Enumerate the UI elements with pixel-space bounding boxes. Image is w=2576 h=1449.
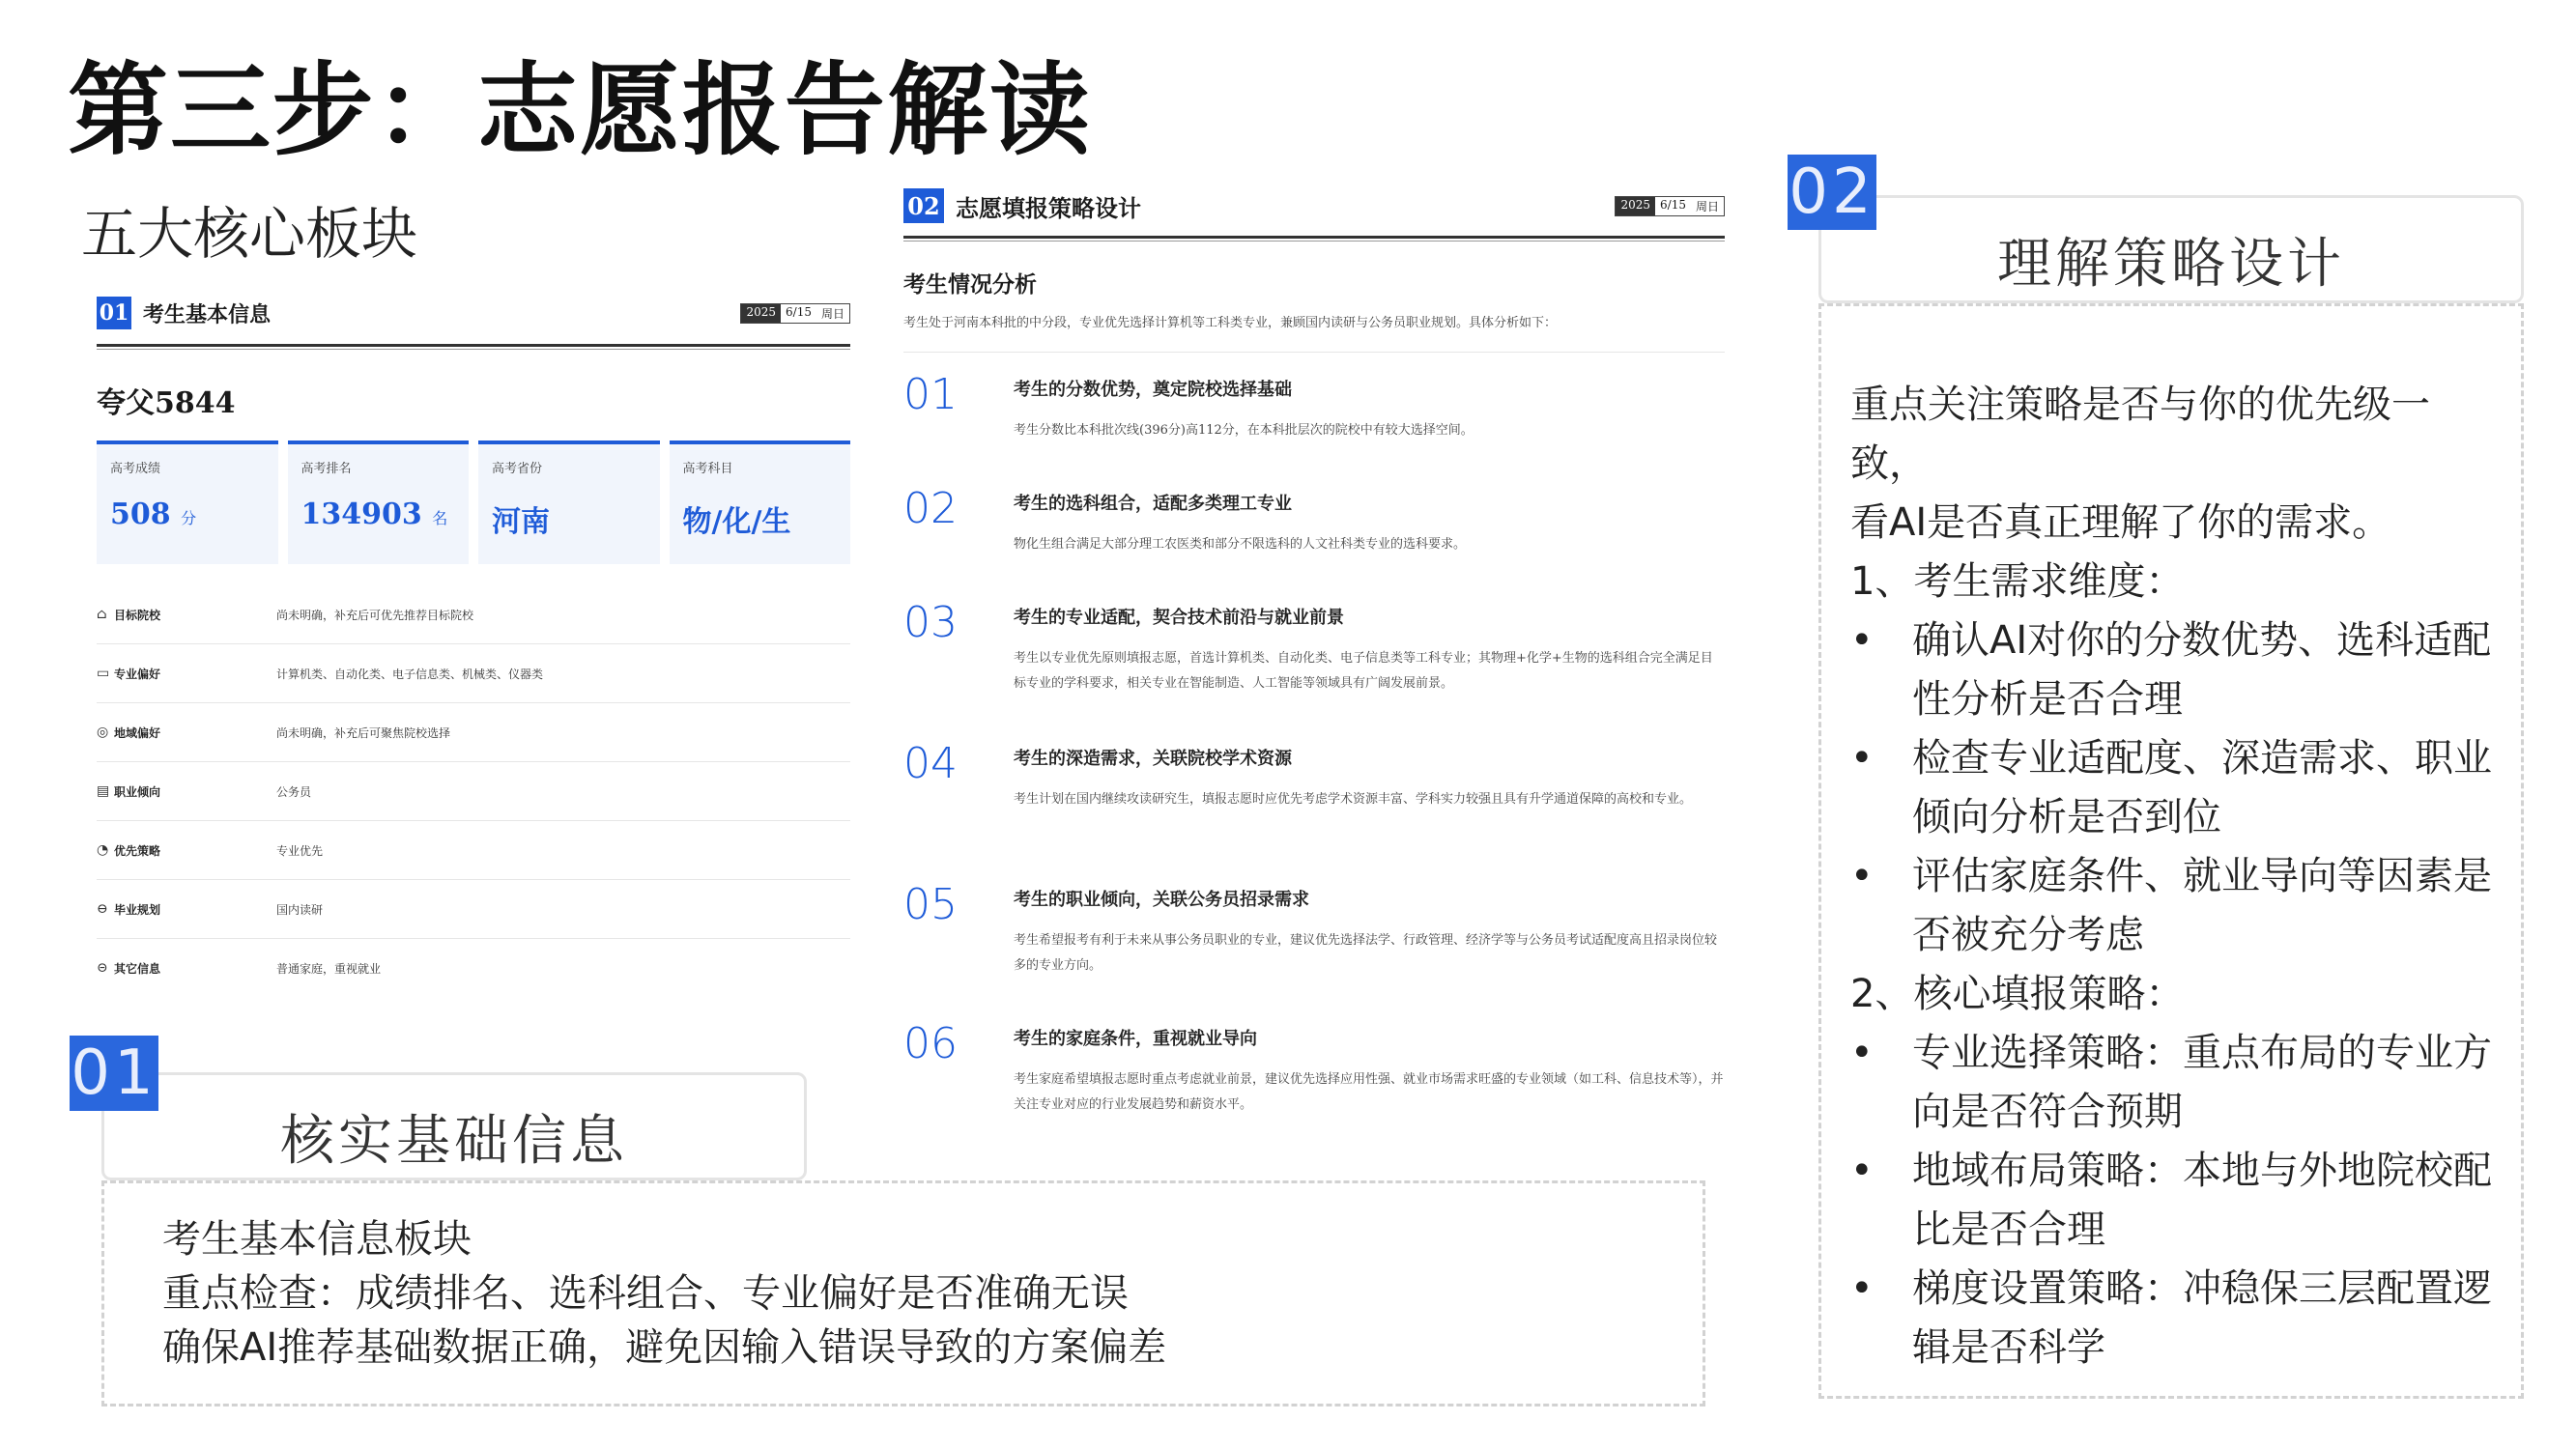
pref-row-strategy	[97, 821, 850, 880]
item-number: 03	[903, 598, 958, 647]
doc-header	[97, 290, 850, 336]
bullet-dot: •	[1850, 1031, 1874, 1075]
subjects-card	[670, 440, 851, 564]
book-icon: ▭	[97, 666, 110, 681]
item-heading: 考生的选科组合，适配多类理工专业	[1014, 494, 1292, 514]
bullet-item	[1850, 1260, 2498, 1378]
bullet-item	[1850, 611, 2498, 729]
item-number: 02	[903, 484, 958, 533]
intro-line: 重点关注策略是否与你的优先级一致，	[1850, 383, 2430, 486]
analysis-list	[903, 370, 1725, 1133]
item-heading: 考生的家庭条件，重视就业导向	[1014, 1029, 1257, 1049]
date-day: 6/15	[1660, 197, 1686, 212]
item-number: 06	[903, 1019, 958, 1068]
pref-value: 专业优先	[276, 843, 324, 858]
pref-row-graduation	[97, 880, 850, 939]
date-year: 2025	[741, 304, 781, 323]
bullet-item	[1850, 1024, 2498, 1142]
location-icon: ◎	[97, 724, 109, 740]
section-subtitle: 五大核心板块	[81, 201, 418, 267]
pref-value: 公务员	[276, 784, 312, 799]
verify-info-label	[101, 1072, 807, 1180]
strategy-note	[1818, 303, 2524, 1399]
badge-01: 01	[71, 1037, 157, 1109]
item-number: 04	[903, 739, 958, 788]
note-line: 确保AI推荐基础数据正确，避免因输入错误导致的方案偏差	[162, 1325, 1167, 1370]
preference-list	[97, 585, 850, 997]
card-label: 高考成绩	[110, 462, 161, 476]
score-card	[97, 440, 278, 564]
pref-key: 目标院校	[114, 608, 161, 622]
item-heading: 考生的职业倾向，关联公务员招录需求	[1014, 890, 1309, 910]
pref-value: 尚未明确，补充后可优先推荐目标院校	[276, 608, 474, 622]
item-desc: 考生家庭希望填报志愿时重点考虑就业前景，建议优先选择应用性强、就业市场需求旺盛的专业领域（如工科、信息技术等），并关注专业对应的行业发展趋势和薪资水平。	[1014, 1072, 1724, 1112]
bullet-line: 地域布局策略：本地与外地院校配	[1912, 1149, 2492, 1193]
bullet-line: 评估家庭条件、就业导向等因素是	[1912, 854, 2492, 898]
card-label: 高考省份	[492, 462, 543, 476]
rank-card	[288, 440, 470, 564]
card-value: 物/化/生	[682, 505, 791, 539]
bullet-dot: •	[1850, 854, 1874, 898]
item-desc: 考生计划在国内继续攻读研究生，填报志愿时应优先考虑学术资源丰富、学科实力较强且具有升学通道保障的高校和专业。	[1014, 792, 1693, 807]
item-heading: 考生的分数优势，奠定院校选择基础	[1014, 380, 1292, 400]
pref-row-career	[97, 762, 850, 821]
info-icon: ⊝	[97, 960, 108, 976]
section-heading: 2、核心填报策略：	[1850, 972, 2185, 1016]
analysis-item	[903, 1019, 1725, 1133]
bullet-line: 检查专业适配度、深造需求、职业	[1912, 736, 2492, 781]
pref-key: 专业偏好	[114, 667, 161, 681]
item-desc: 考生分数比本科批次线(396分)高112分，在本科批层次的院校中有较大选择空间。	[1014, 423, 1474, 438]
bullet-item	[1850, 729, 2498, 847]
verify-info-note	[101, 1180, 1705, 1406]
note-line: 重点检查：成绩排名、选科组合、专业偏好是否准确无误	[162, 1271, 1129, 1316]
page-title: 第三步：志愿报告解读	[68, 51, 1093, 169]
divider	[903, 236, 1725, 242]
intro-line: 看AI是否真正理解了你的需求。	[1850, 500, 2391, 545]
bullet-item	[1850, 1142, 2498, 1260]
pref-row-other	[97, 939, 850, 997]
badge-02: 02	[1789, 156, 1875, 228]
card-value: 河南	[492, 505, 550, 539]
verify-info-text: 核实基础信息	[280, 1110, 628, 1173]
pref-value: 计算机类、自动化类、电子信息类、机械类、仪器类	[276, 667, 544, 681]
pref-row-region	[97, 703, 850, 762]
card-value: 508 分	[110, 497, 197, 531]
note-line: 考生基本信息板块	[162, 1217, 472, 1262]
province-card	[478, 440, 660, 564]
date-tag	[1615, 196, 1725, 216]
pref-row-major	[97, 644, 850, 703]
item-desc: 物化生组合满足大部分理工农医类和部分不限选科的人文社科类专业的选科要求。	[1014, 537, 1467, 552]
bullet-line: 辑是否科学	[1912, 1325, 2105, 1370]
date-year: 2025	[1616, 197, 1655, 215]
bank-icon: ⌂	[97, 607, 107, 622]
item-desc: 考生希望报考有利于未来从事公务员职业的专业，建议优先选择法学、行政管理、经济学等与公务员考试适配度高且招录岗位较多的专业方向。	[1014, 933, 1718, 973]
doc-heading: 考生基本信息	[143, 301, 272, 327]
doc-heading: 志愿填报策略设计	[956, 193, 1141, 222]
bullet-dot: •	[1850, 1149, 1874, 1193]
strategy-label	[1818, 195, 2524, 303]
analysis-item	[903, 370, 1725, 484]
bullet-dot: •	[1850, 1266, 1874, 1311]
info-cards	[97, 440, 850, 564]
item-number: 01	[903, 370, 958, 419]
pref-value: 国内读研	[276, 902, 324, 917]
briefcase-icon: ▤	[97, 783, 110, 799]
bullet-line: 向是否符合预期	[1912, 1090, 2183, 1134]
student-name: 夸父5844	[97, 386, 236, 420]
doc-number-badge: 01	[97, 297, 131, 329]
pref-key: 其它信息	[114, 961, 161, 976]
pref-key: 毕业规划	[114, 902, 161, 917]
card-label: 高考排名	[301, 462, 352, 476]
bullet-line: 倾向分析是否到位	[1912, 795, 2221, 839]
bullet-dot: •	[1850, 618, 1874, 663]
analysis-item	[903, 484, 1725, 598]
item-heading: 考生的专业适配，契合技术前沿与就业前景	[1014, 608, 1344, 628]
bullet-line: 专业选择策略：重点布局的专业方	[1912, 1031, 2492, 1075]
doc-number-badge: 02	[903, 188, 944, 223]
analysis-item	[903, 598, 1725, 739]
pref-value: 普通家庭，重视就业	[276, 961, 382, 976]
strategy-icon: ◔	[97, 842, 109, 858]
bullet-line: 否被充分考虑	[1912, 913, 2144, 957]
analysis-item	[903, 880, 1725, 1019]
pref-key: 地域偏好	[114, 725, 161, 740]
student-info-document	[97, 290, 850, 1005]
date-weekday: 周日	[1695, 199, 1719, 213]
date-weekday: 周日	[820, 306, 844, 321]
pref-row-target-school	[97, 585, 850, 644]
item-desc: 考生以专业优先原则填报志愿，首选计算机类、自动化类、电子信息类等工科专业；其物理+化学+生物的选科组合完全满足目标专业的学科要求，相关专业在智能制造、人工智能等领域具有广阔发展前景。	[1014, 651, 1713, 691]
strategy-document	[903, 184, 1725, 1150]
bullet-line: 确认AI对你的分数优势、选科适配	[1912, 618, 2492, 663]
card-value: 134903 名	[301, 497, 448, 531]
card-label: 高考科目	[682, 462, 733, 476]
bullet-dot: •	[1850, 736, 1874, 781]
bullet-item	[1850, 847, 2498, 965]
divider	[97, 344, 850, 350]
section-intro: 考生处于河南本科批的中分段，专业优先选择计算机等工科类专业，兼顾国内读研与公务员职业规划。具体分析如下：	[903, 312, 1725, 353]
section-title: 考生情况分析	[903, 271, 1037, 298]
doc-header	[903, 184, 1725, 228]
bullet-line: 比是否合理	[1912, 1208, 2105, 1252]
section-heading: 1、考生需求维度：	[1850, 559, 2185, 604]
pref-value: 尚未明确，补充后可聚焦院校选择	[276, 725, 451, 740]
item-heading: 考生的深造需求，关联院校学术资源	[1014, 749, 1292, 769]
analysis-item	[903, 739, 1725, 880]
bullet-line: 梯度设置策略：冲稳保三层配置逻	[1912, 1266, 2492, 1311]
date-tag	[740, 303, 850, 324]
date-day: 6/15	[786, 304, 812, 319]
pref-key: 职业倾向	[114, 784, 161, 799]
strategy-label-text: 理解策略设计	[1997, 233, 2345, 296]
graduation-icon: ⊖	[97, 901, 108, 917]
item-number: 05	[903, 880, 958, 929]
pref-key: 优先策略	[114, 843, 161, 858]
bullet-line: 性分析是否合理	[1912, 677, 2183, 722]
